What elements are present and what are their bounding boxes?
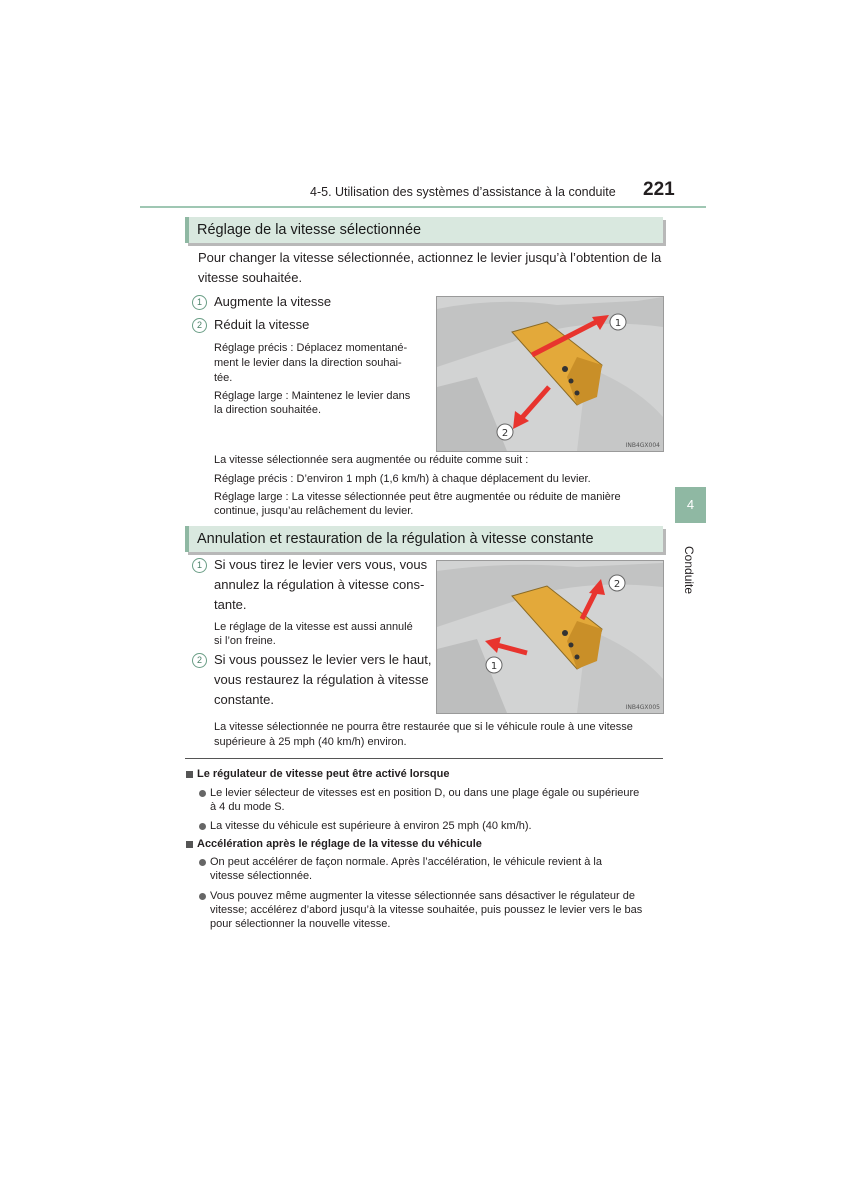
page-number: 221: [643, 179, 675, 200]
item-text: tante.: [214, 597, 247, 612]
chapter-tab: 4: [675, 487, 706, 523]
after-line: continue, jusqu’au relâchement du levier.: [214, 505, 414, 517]
bullet-icon: [199, 893, 206, 900]
lever-figure-speed: [436, 296, 664, 452]
item-text: Réduit la vitesse: [214, 317, 310, 332]
bullet-text: On peut accélérer de façon normale. Après l’accélération, le véhicule revient à la: [210, 856, 602, 868]
bullet-text: vitesse; accélérez d’abord jusqu’à la vitesse souhaitée, puis poussez le levier vers le bas: [210, 904, 643, 916]
figure-code: INB4GX004: [625, 442, 660, 449]
bullet-icon: [199, 823, 206, 830]
item-text: Augmente la vitesse: [214, 294, 332, 309]
bullet-icon: [199, 790, 206, 797]
bullet-text: à 4 du mode S.: [210, 801, 285, 813]
intro-line: vitesse souhaitée.: [198, 270, 303, 285]
note-heading: Le régulateur de vitesse peut être activé lorsque: [197, 768, 450, 780]
note-line: tée.: [214, 372, 233, 384]
note-line: Le réglage de la vitesse est aussi annulé: [214, 621, 413, 633]
bullet-text: vitesse sélectionnée.: [210, 870, 313, 882]
item-number: 2: [192, 653, 207, 668]
bullet-icon: [199, 859, 206, 866]
lever-figure-cancel: [436, 560, 664, 714]
bullet-text: Le levier sélecteur de vitesses est en position D, ou dans une plage égale ou supérieure: [210, 787, 640, 799]
after-line: Réglage précis : D’environ 1 mph (1,6 km/h) à chaque déplacement du levier.: [214, 473, 591, 485]
bullet-text: Vous pouvez même augmenter la vitesse sélectionnée sans désactiver le régulateur de: [210, 890, 635, 902]
note-heading: Accélération après le réglage de la vitesse du véhicule: [197, 838, 482, 850]
intro-line: Pour changer la vitesse sélectionnée, actionnez le levier jusqu’à l’obtention de la: [198, 250, 662, 265]
item-text: vous restaurez la régulation à vitesse: [214, 672, 429, 687]
bullet-text: pour sélectionner la nouvelle vitesse.: [210, 918, 391, 930]
after-line: Réglage large : La vitesse sélectionnée peut être augmentée ou réduite de manière: [214, 491, 621, 503]
figure-callout: 1: [614, 318, 622, 329]
figure-code: INB4GX005: [625, 704, 660, 711]
section-heading-speed-setting: Réglage de la vitesse sélectionnée: [185, 217, 663, 243]
note-line: la direction souhaitée.: [214, 404, 322, 416]
after-line: La vitesse sélectionnée ne pourra être restaurée que si le véhicule roule à une vitesse: [214, 721, 633, 733]
item-number: 2: [192, 318, 207, 333]
running-header: 4-5. Utilisation des systèmes d’assistance à la conduite: [310, 185, 616, 199]
figure-callout: 1: [490, 661, 498, 672]
notes-rule: [185, 758, 663, 759]
item-text: annulez la régulation à vitesse cons-: [214, 577, 425, 592]
heading-square-icon: [186, 771, 193, 778]
header-rule: [140, 206, 706, 208]
chapter-label: Conduite: [682, 546, 696, 595]
note-line: si l’on freine.: [214, 635, 276, 647]
note-line: Réglage large : Maintenez le levier dans: [214, 390, 411, 402]
item-number: 1: [192, 558, 207, 573]
item-number: 1: [192, 295, 207, 310]
item-text: constante.: [214, 692, 274, 707]
note-line: ment le levier dans la direction souhai-: [214, 357, 402, 369]
heading-square-icon: [186, 841, 193, 848]
section-heading-cancel-resume: Annulation et restauration de la régulation à vitesse constante: [185, 526, 663, 552]
figure-callout: 2: [501, 428, 509, 439]
bullet-text: La vitesse du véhicule est supérieure à environ 25 mph (40 km/h).: [210, 820, 532, 832]
figure-callout: 2: [613, 579, 621, 590]
after-line: La vitesse sélectionnée sera augmentée ou réduite comme suit :: [214, 454, 529, 466]
lever-illustration: [437, 297, 663, 451]
item-text: Si vous poussez le levier vers le haut,: [214, 652, 432, 667]
lever-illustration: [437, 561, 663, 713]
note-line: Réglage précis : Déplacez momentané-: [214, 342, 408, 354]
item-text: Si vous tirez le levier vers vous, vous: [214, 557, 428, 572]
after-line: supérieure à 25 mph (40 km/h) environ.: [214, 736, 407, 748]
